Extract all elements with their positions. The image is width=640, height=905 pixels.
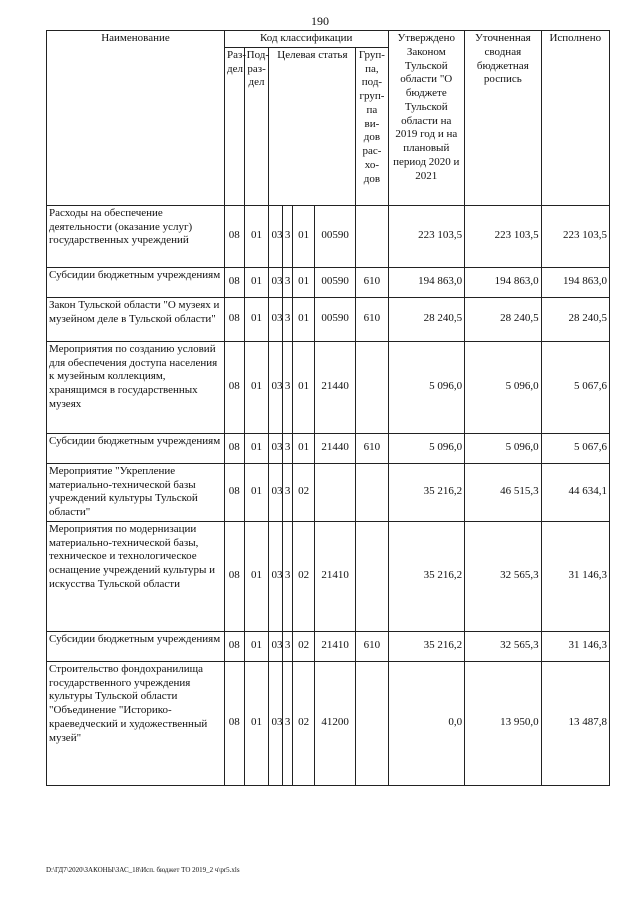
row-razdel: 08: [224, 521, 244, 631]
row-razdel: 08: [224, 297, 244, 341]
row-ts4: [314, 463, 355, 521]
row-ts3: 02: [293, 463, 315, 521]
header-classification: Код классификации: [224, 31, 388, 48]
table-row: [47, 631, 610, 661]
row-ts4: 21440: [314, 341, 355, 433]
row-razdel: 08: [224, 463, 244, 521]
row-name: Расходы на обеспечение деятельности (оказание услуг) государственных учреждений: [47, 205, 225, 267]
table-row: [47, 463, 610, 521]
row-ts2: 3: [282, 297, 292, 341]
table-row: [47, 267, 610, 297]
row-ts4: 21410: [314, 521, 355, 631]
row-executed: 31 146,3: [541, 631, 609, 661]
row-razdel: 08: [224, 661, 244, 785]
row-executed: 31 146,3: [541, 521, 609, 631]
header-name: Наименование: [47, 31, 225, 206]
row-ts4: 00590: [314, 267, 355, 297]
row-ts2: 3: [282, 341, 292, 433]
row-ts2: 3: [282, 463, 292, 521]
header-section: Раз-дел: [224, 47, 244, 205]
row-refined: 32 565,3: [465, 521, 542, 631]
header-row-1: [47, 31, 610, 48]
row-approved: 5 096,0: [388, 433, 465, 463]
row-ts3: 01: [293, 267, 315, 297]
row-executed: 5 067,6: [541, 433, 609, 463]
row-razdel: 08: [224, 267, 244, 297]
row-ts4: 21410: [314, 631, 355, 661]
row-razdel: 08: [224, 341, 244, 433]
row-ts2: 3: [282, 521, 292, 631]
table-row: [47, 521, 610, 631]
row-executed: 28 240,5: [541, 297, 609, 341]
row-ts2: 3: [282, 661, 292, 785]
row-name: Мероприятие "Укрепление материально-технической базы учреждений культуры Тульской области": [47, 463, 225, 521]
row-ts2: 3: [282, 267, 292, 297]
table-row: [47, 297, 610, 341]
row-refined: 5 096,0: [465, 341, 542, 433]
header-executed: Исполнено: [541, 31, 609, 206]
footer-file-path: D:\ГД7\2020\ЗАКОНЫ\ЗАС_18\Исп. бюджет ТО 2019_2 ч\pr5.xls: [46, 866, 240, 874]
row-executed: 44 634,1: [541, 463, 609, 521]
row-podrazdel: 01: [244, 267, 269, 297]
header-subsection: Под-раз-дел: [244, 47, 269, 205]
row-ts2: 3: [282, 205, 292, 267]
row-approved: 223 103,5: [388, 205, 465, 267]
row-name: Субсидии бюджетным учреждениям: [47, 433, 225, 463]
row-approved: 35 216,2: [388, 521, 465, 631]
row-ts1: 03: [269, 661, 282, 785]
row-ts4: 00590: [314, 205, 355, 267]
row-ts1: 03: [269, 521, 282, 631]
row-vr: [356, 463, 388, 521]
row-vr: 610: [356, 433, 388, 463]
row-razdel: 08: [224, 205, 244, 267]
row-approved: 35 216,2: [388, 463, 465, 521]
row-refined: 223 103,5: [465, 205, 542, 267]
row-podrazdel: 01: [244, 661, 269, 785]
row-podrazdel: 01: [244, 205, 269, 267]
row-refined: 5 096,0: [465, 433, 542, 463]
row-name: Субсидии бюджетным учреждениям: [47, 631, 225, 661]
row-ts3: 02: [293, 661, 315, 785]
row-vr: 610: [356, 631, 388, 661]
row-podrazdel: 01: [244, 433, 269, 463]
row-vr: [356, 205, 388, 267]
row-ts4: 41200: [314, 661, 355, 785]
row-ts2: 3: [282, 433, 292, 463]
row-ts3: 02: [293, 521, 315, 631]
row-name: Закон Тульской области "О музеях и музейном деле в Тульской области": [47, 297, 225, 341]
row-name: Мероприятия по модернизации материально-технической базы, техническое и технологическое оснащение учреждений культуры и искусства Тульской области: [47, 521, 225, 631]
row-ts1: 03: [269, 297, 282, 341]
budget-table: [46, 30, 610, 786]
row-vr: [356, 341, 388, 433]
row-refined: 13 950,0: [465, 661, 542, 785]
row-vr: [356, 521, 388, 631]
row-refined: 46 515,3: [465, 463, 542, 521]
row-executed: 5 067,6: [541, 341, 609, 433]
row-vr: [356, 661, 388, 785]
row-refined: 28 240,5: [465, 297, 542, 341]
row-approved: 35 216,2: [388, 631, 465, 661]
row-name: Мероприятия по созданию условий для обеспечения доступа населения к музейным коллекциям, хранящимся в государственных музеях: [47, 341, 225, 433]
header-approved: Утверждено Законом Тульской области "О бюджете Тульской области на 2019 год и на плановый период 2020 и 2021: [388, 31, 465, 206]
row-podrazdel: 01: [244, 297, 269, 341]
row-ts1: 03: [269, 463, 282, 521]
row-ts3: 02: [293, 631, 315, 661]
row-approved: 28 240,5: [388, 297, 465, 341]
page-number: 190: [311, 14, 329, 28]
row-refined: 194 863,0: [465, 267, 542, 297]
row-approved: 0,0: [388, 661, 465, 785]
row-ts3: 01: [293, 433, 315, 463]
row-podrazdel: 01: [244, 463, 269, 521]
row-executed: 13 487,8: [541, 661, 609, 785]
row-podrazdel: 01: [244, 341, 269, 433]
header-target-article: Целевая статья: [269, 47, 356, 205]
row-razdel: 08: [224, 631, 244, 661]
table-row: [47, 341, 610, 433]
row-ts1: 03: [269, 267, 282, 297]
table-row: [47, 433, 610, 463]
row-ts2: 3: [282, 631, 292, 661]
row-name: Строительство фондохранилища государственного учреждения культуры Тульской области "Объединение "Историко-краеведческий и художественный музей": [47, 661, 225, 785]
row-ts3: 01: [293, 205, 315, 267]
row-name: Субсидии бюджетным учреждениям: [47, 267, 225, 297]
row-approved: 194 863,0: [388, 267, 465, 297]
row-ts4: 21440: [314, 433, 355, 463]
row-podrazdel: 01: [244, 631, 269, 661]
row-razdel: 08: [224, 433, 244, 463]
header-expense-group: Груп-па, под-груп-па ви-дов рас-хо-дов: [356, 47, 388, 205]
row-ts1: 03: [269, 205, 282, 267]
table-row: [47, 661, 610, 785]
row-vr: 610: [356, 297, 388, 341]
row-ts4: 00590: [314, 297, 355, 341]
header-refined: Уточненная сводная бюджетная роспись: [465, 31, 542, 206]
table-row: [47, 205, 610, 267]
row-ts1: 03: [269, 433, 282, 463]
row-ts1: 03: [269, 341, 282, 433]
row-refined: 32 565,3: [465, 631, 542, 661]
row-ts1: 03: [269, 631, 282, 661]
row-ts3: 01: [293, 297, 315, 341]
row-ts3: 01: [293, 341, 315, 433]
row-vr: 610: [356, 267, 388, 297]
row-podrazdel: 01: [244, 521, 269, 631]
row-executed: 223 103,5: [541, 205, 609, 267]
row-approved: 5 096,0: [388, 341, 465, 433]
row-executed: 194 863,0: [541, 267, 609, 297]
